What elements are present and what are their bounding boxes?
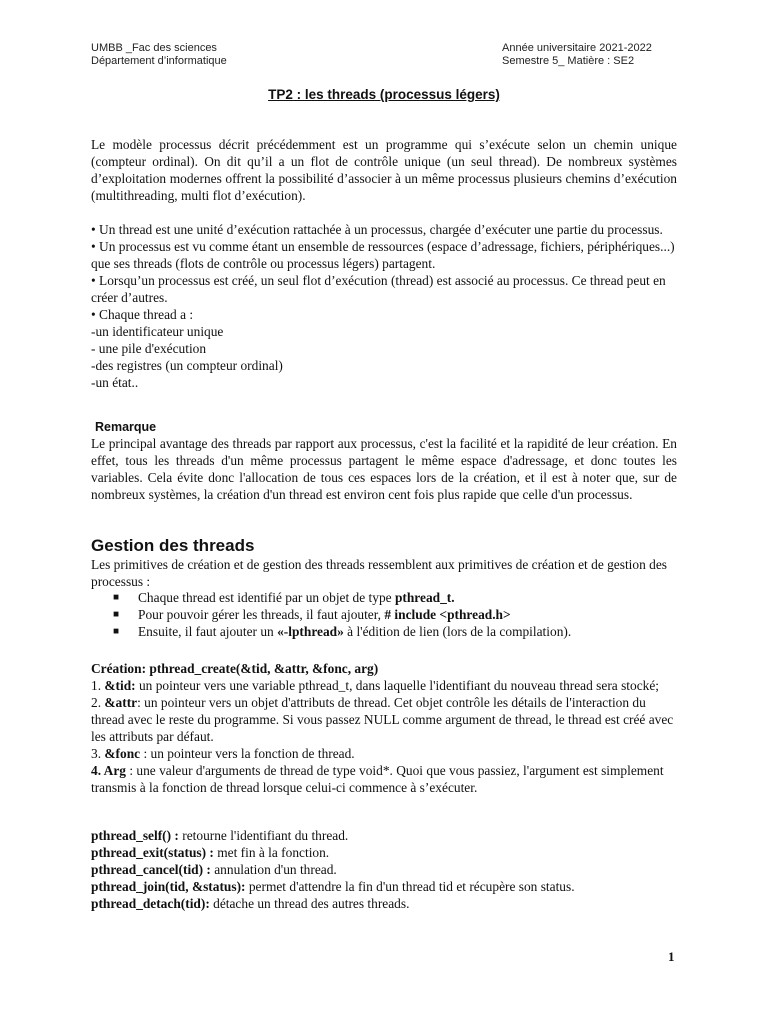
header-left bbox=[91, 42, 227, 68]
has-item: -des registres (un compteur ordinal) bbox=[91, 358, 283, 373]
arg-item: 4. Arg : une valeur d'arguments de thread de type void*. Quoi que vous passiez, l'argument est simplement transmis à la fonction de thread lorsque celui-ci commence à s’exécuter. bbox=[91, 763, 664, 795]
bullet-text: Ensuite, il faut ajouter un «-lpthread» à l'édition de lien (lors de la compilation). bbox=[138, 624, 572, 639]
header-year: Année universitaire 2021-2022 bbox=[502, 42, 652, 54]
remarque-text: Le principal avantage des threads par rapport aux processus, c'est la facilité et la rapidité de leur création. En effet, tous les threads d'un même processus partagent le même espace d'adressage, et donc toutes les variables. Cela évite donc l'allocation de tous ces espaces lors de la création, et il est à noter que, sur de nombreux systèmes, la création d'un thread est environ cent fois plus rapide que celle d'un processus. bbox=[91, 436, 677, 502]
gestion-bullets bbox=[113, 589, 673, 640]
list-item bbox=[113, 589, 673, 606]
point-item: • Lorsqu’un processus est créé, un seul flot d’exécution (thread) est associé au processus. Ce thread peut en créer d’autres. bbox=[91, 273, 666, 305]
header-faculty: UMBB _Fac des sciences bbox=[91, 42, 217, 54]
page-title: TP2 : les threads (processus légers) bbox=[268, 87, 500, 102]
list-item bbox=[113, 606, 673, 623]
point-item: • Chaque thread a : bbox=[91, 307, 194, 322]
arg-item: 1. &tid: un pointeur vers une variable pthread_t, dans laquelle l'identifiant du nouveau thread sera stocké; bbox=[91, 678, 659, 693]
has-item: -un état.. bbox=[91, 375, 139, 390]
has-item: - une pile d'exécution bbox=[91, 341, 207, 356]
function-item: pthread_exit(status) : met fin à la fonction. bbox=[91, 845, 330, 860]
page-title-wrap bbox=[0, 87, 768, 102]
point-item: • Un processus est vu comme étant un ensemble de ressources (espace d’adressage, fichiers, périphériques...) que ses threads (flots de contrôle ou processus légers) partagent. bbox=[91, 239, 675, 271]
section-heading-gestion: Gestion des threads bbox=[91, 536, 255, 555]
creation-heading: Création: pthread_create(&tid, &attr, &fonc, arg) bbox=[91, 661, 379, 676]
creation-args bbox=[91, 677, 677, 796]
arg-item: 2. &attr: un pointeur vers un objet d'attributs de thread. Cet objet contrôle les détails de l'interaction du thread avec le reste du programme. Si vous passez NULL comme argument de thread, le thread est créé avec les attributs par défaut. bbox=[91, 695, 674, 744]
list-item bbox=[113, 623, 673, 640]
bullet-text: Chaque thread est identifié par un objet de type pthread_t. bbox=[138, 590, 455, 605]
square-bullet-icon: ■ bbox=[113, 592, 120, 603]
function-item: pthread_join(tid, &status): permet d'attendre la fin d'un thread tid et récupère son status. bbox=[91, 879, 575, 894]
function-list bbox=[91, 827, 677, 912]
bullet-text: Pour pouvoir gérer les threads, il faut ajouter, # include <pthread.h> bbox=[138, 607, 511, 622]
header-semester: Semestre 5_ Matière : SE2 bbox=[502, 55, 635, 67]
header-department: Département d’informatique bbox=[91, 55, 227, 67]
square-bullet-icon: ■ bbox=[113, 609, 120, 620]
square-bullet-icon: ■ bbox=[113, 626, 120, 637]
intro-paragraph: Le modèle processus décrit précédemment est un programme qui s’exécute selon un chemin unique (compteur ordinal). On dit qu’il a un flot de contrôle unique (un seul thread). De nombreux systèmes d’exploitation modernes offrent la possibilité d’associer à un même processus plusieurs chemins d’exécution (multithreading, multi flot d’exécution). bbox=[91, 137, 677, 203]
header-right bbox=[502, 42, 652, 68]
gestion-intro: Les primitives de création et de gestion des threads ressemblent aux primitives de création et de gestion des processus : bbox=[91, 557, 667, 589]
thread-points bbox=[91, 221, 677, 391]
remarque-heading: Remarque bbox=[95, 420, 157, 434]
function-item: pthread_self() : retourne l'identifiant du thread. bbox=[91, 828, 349, 843]
function-item: pthread_cancel(tid) : annulation d'un thread. bbox=[91, 862, 337, 877]
page-number: 1 bbox=[668, 949, 675, 964]
arg-item: 3. &fonc : un pointeur vers la fonction de thread. bbox=[91, 746, 355, 761]
point-item: • Un thread est une unité d’exécution rattachée à un processus, chargée d’exécuter une partie du processus. bbox=[91, 222, 663, 237]
has-item: -un identificateur unique bbox=[91, 324, 224, 339]
function-item: pthread_detach(tid): détache un thread des autres threads. bbox=[91, 896, 410, 911]
